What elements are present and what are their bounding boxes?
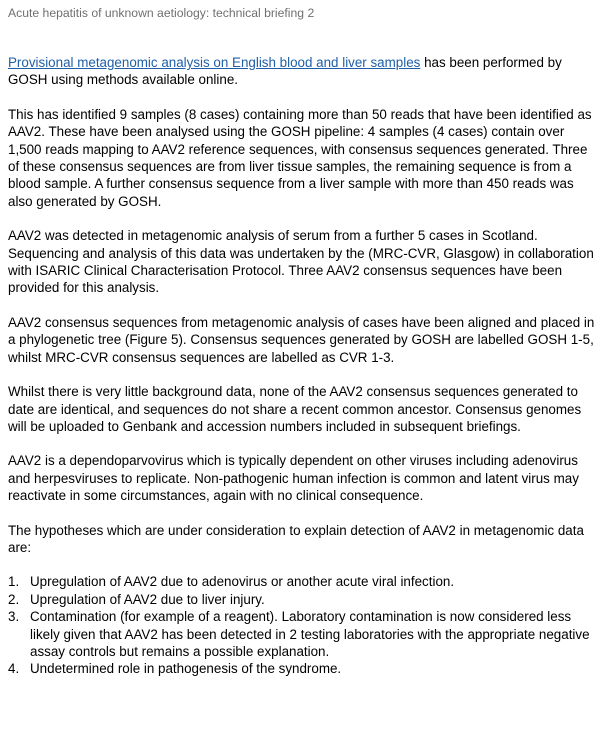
list-item-number: 3. (8, 609, 20, 625)
list-item (8, 660, 595, 677)
list-item (8, 573, 595, 590)
list-item (8, 608, 595, 660)
list-item-number: 1. (8, 574, 20, 590)
paragraph-metagenomic-intro (8, 54, 595, 89)
paragraph-scotland-cases: AAV2 was detected in metagenomic analysis of serum from a further 5 cases in Scotland. Sequencing and analysis of this data was undertaken by the (MRC-CVR, Glasgow) in collaboration with ISARIC Clinical Characterisation Protocol. Three AAV2 consensus sequences have been provided for this analysis. (8, 228, 594, 296)
running-header: Acute hepatitis of unknown aetiology: technical briefing 2 (8, 6, 315, 20)
list-item-text: Upregulation of AAV2 due to liver injury. (30, 591, 265, 607)
metagenomic-analysis-link[interactable]: Provisional metagenomic analysis on English blood and liver samples (8, 55, 421, 70)
list-item-number: 2. (8, 591, 20, 607)
list-item-text: Undetermined role in pathogenesis of the syndrome. (30, 661, 342, 677)
document-body (8, 54, 595, 678)
list-item-text: Upregulation of AAV2 due to adenovirus or another acute viral infection. (30, 574, 455, 590)
paragraph-phylogenetic-tree: AAV2 consensus sequences from metagenomic analysis of cases have been aligned and placed in a phylogenetic tree (Figure 5). Consensus sequences generated by GOSH are labelled GOSH 1-5, whilst MRC-CVR consensus sequences are labelled as CVR 1-3. (8, 314, 595, 365)
hypotheses-list (8, 573, 595, 677)
paragraph-consensus-sequences: Whilst there is very little background data, none of the AAV2 consensus sequences generated to date are identical, and sequences do not share a recent common ancestor. Consensus genomes will be uploaded to Genbank and accession numbers included in subsequent briefings. (8, 384, 582, 434)
paragraph-aav2-description: AAV2 is a dependoparvovirus which is typically dependent on other viruses including adenovirus and herpesviruses to replicate. Non-pathogenic human infection is common and latent virus may reactivate in some circumstances, again with no clinical consequence. (8, 453, 579, 504)
list-item-text: Contamination (for example of a reagent). Laboratory contamination is now considered less likely given that AAV2 has been detected in 2 testing laboratories with the appropriate negative assay controls but remains a possible explanation. (30, 609, 590, 659)
list-item (8, 591, 595, 608)
paragraph-gosh-samples: This has identified 9 samples (8 cases) containing more than 50 reads that have been identified as AAV2. These have been analysed using the GOSH pipeline: 4 samples (4 cases) contain over 1,500 reads mapping to AAV2 reference sequences, with consensus sequences generated. Three of these consensus sequences are from liver tissue samples, the remaining sequence is from a blood sample. A further consensus sequence from a liver sample with more than 450 reads was also generated by GOSH. (8, 106, 592, 209)
paragraph-intro-rest: has been performed by GOSH using methods available online. (8, 55, 562, 88)
paragraph-hypotheses-intro: The hypotheses which are under consideration to explain detection of AAV2 in metagenomic data are: (8, 522, 584, 555)
list-item-number: 4. (8, 661, 20, 677)
